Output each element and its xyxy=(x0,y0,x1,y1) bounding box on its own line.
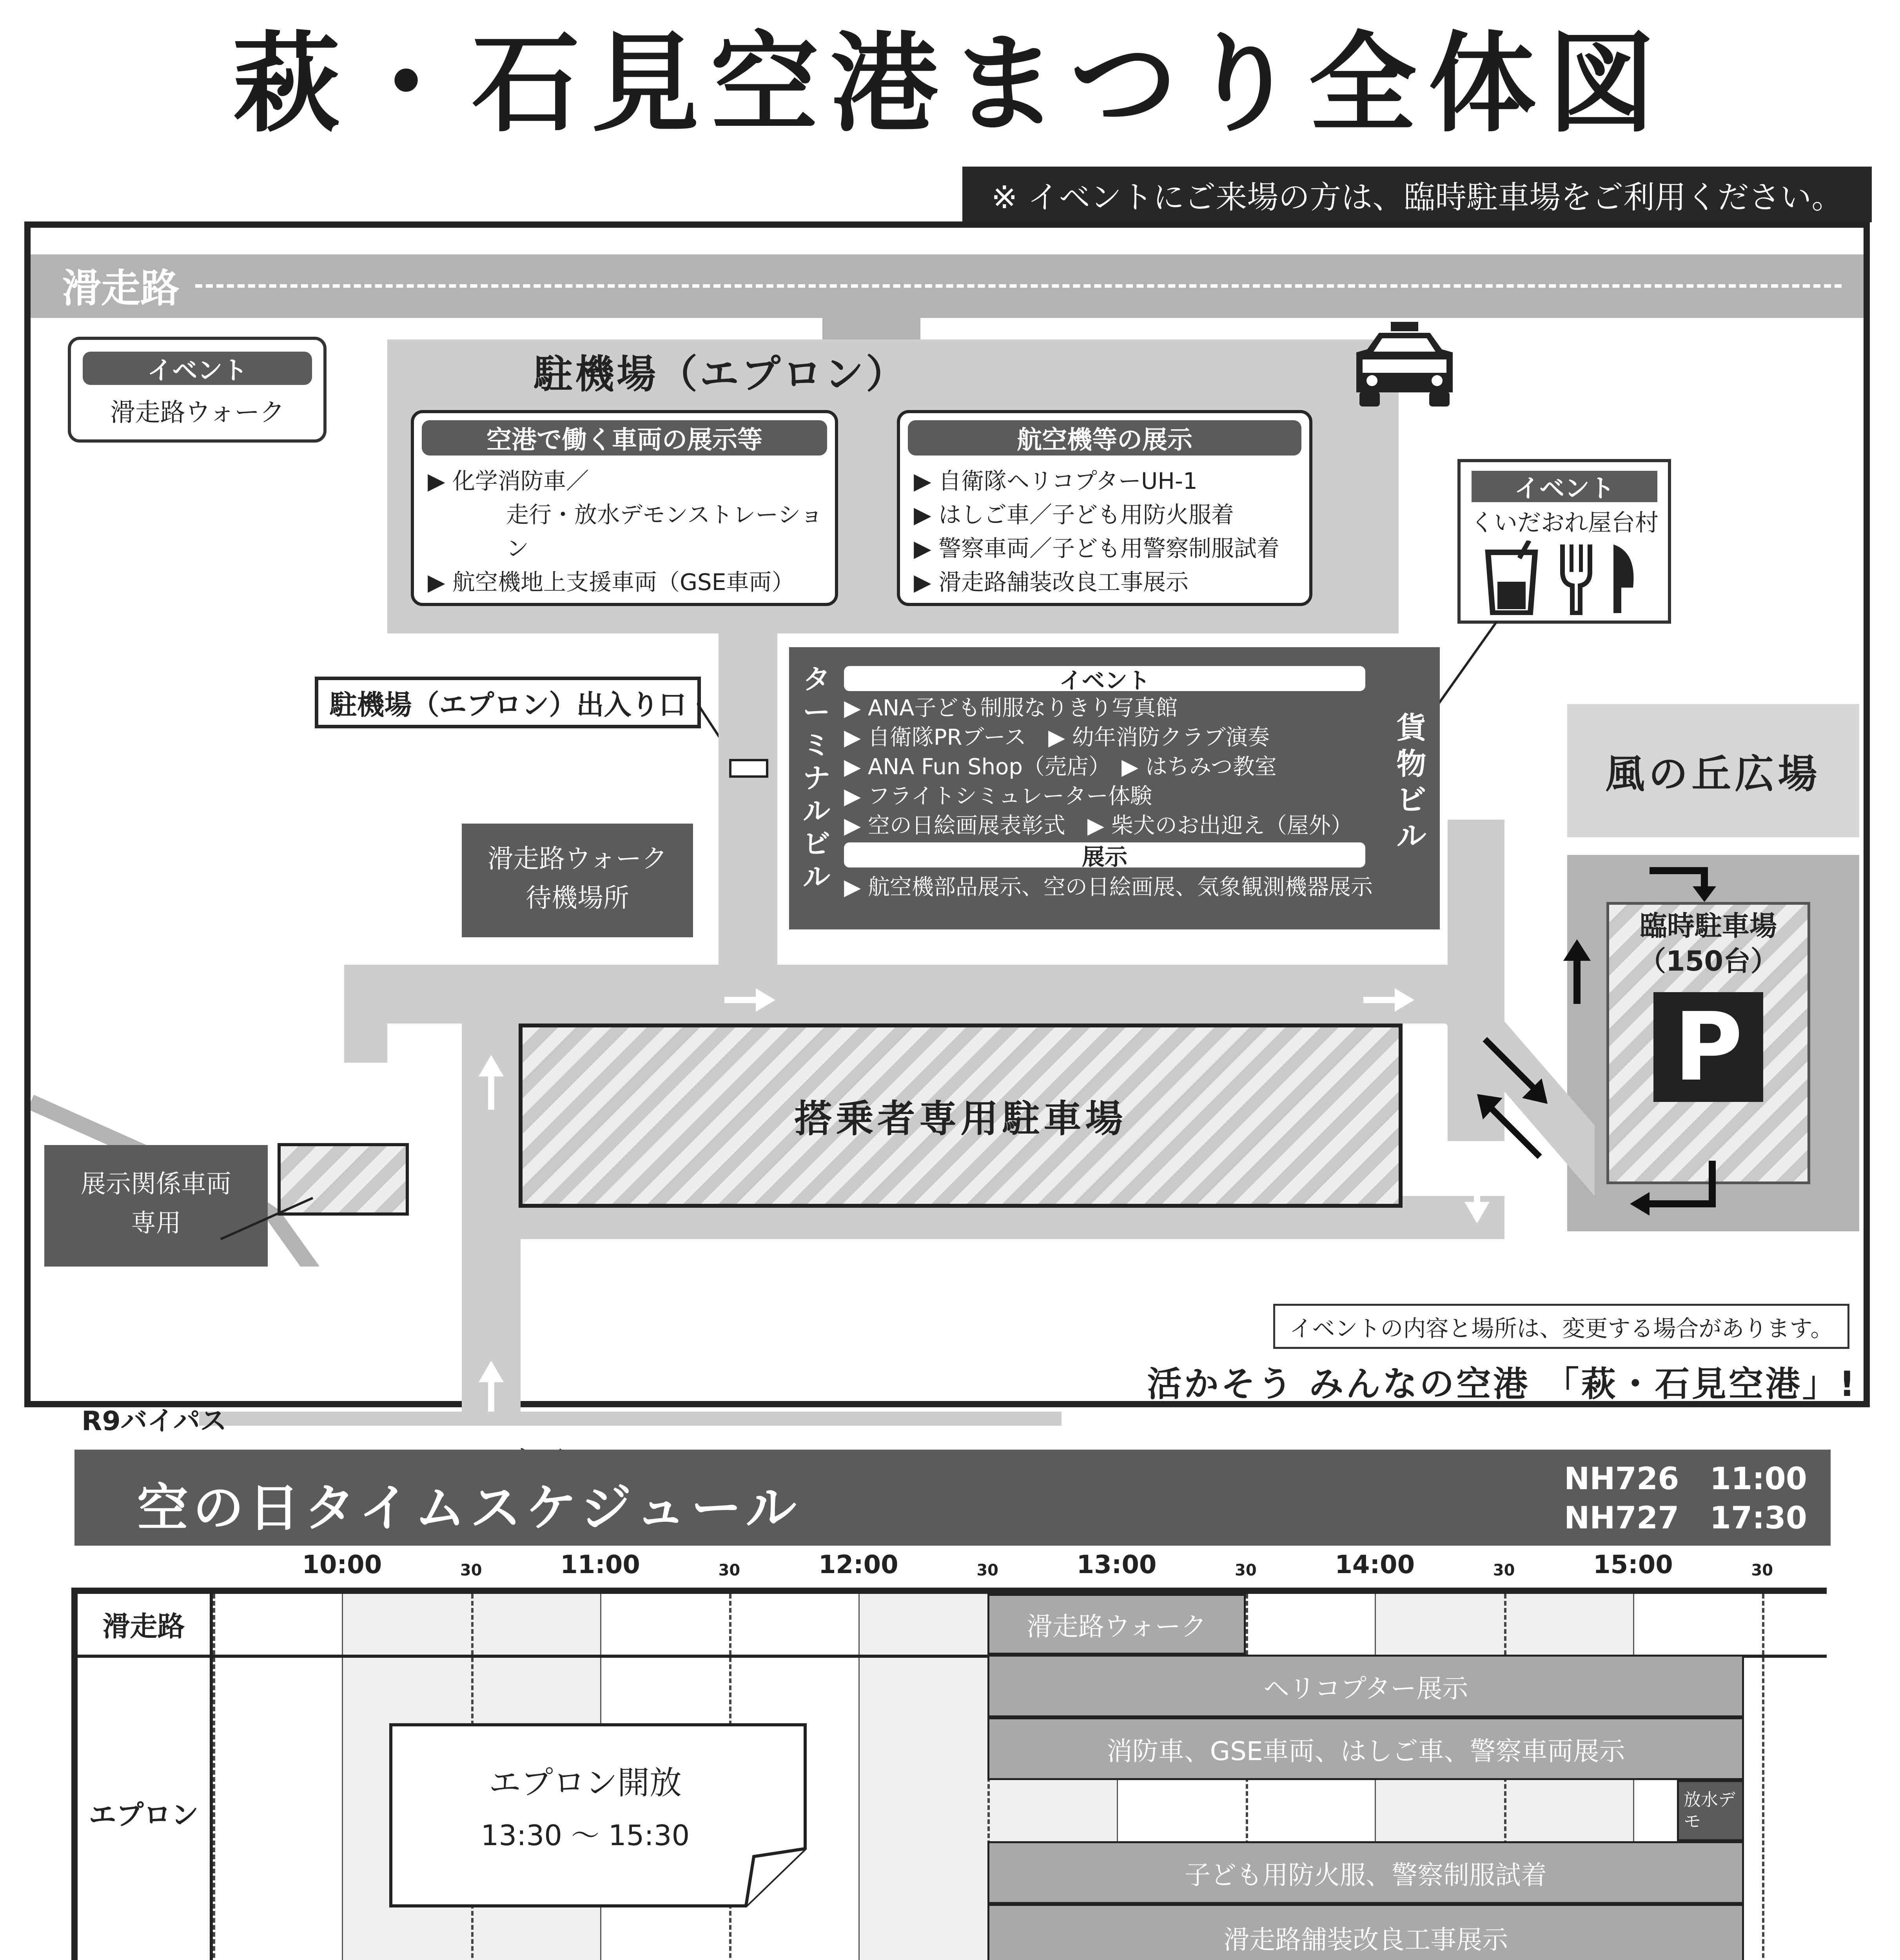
schedule-bar: 滑走路舗装改良工事展示 xyxy=(987,1904,1744,1960)
runway xyxy=(31,254,1864,318)
change-notice: イベントの内容と場所は、変更する場合があります。 xyxy=(1273,1304,1849,1349)
apron-open-title: エプロン開放 xyxy=(488,1764,682,1802)
time-axis xyxy=(0,1550,1900,1586)
list-item: ▶ 自衛隊ヘリコプターUH-1 xyxy=(914,468,1198,494)
list-item: 走行・放水デモンストレーション xyxy=(506,501,823,562)
apron-aircraft-box xyxy=(897,410,1312,606)
list-item: ▶ ANA Fun Shop（売店） ▶ はちみつ教室 xyxy=(844,754,1277,780)
flight-code: NH727 xyxy=(1564,1501,1679,1536)
runway-label: 滑走路 xyxy=(62,265,180,311)
exhibit-vehicles-line: 展示関係車両 xyxy=(81,1170,231,1199)
police-car-icon xyxy=(1352,322,1457,408)
flight-time: 17:30 xyxy=(1709,1501,1807,1536)
temp-parking-area xyxy=(1567,855,1859,1231)
arrow-up-icon xyxy=(475,1051,507,1114)
runway-centerline xyxy=(195,284,1842,288)
road-left-stub xyxy=(344,965,387,1063)
schedule-title: 空の日タイムスケジュール xyxy=(137,1478,801,1538)
parking-sign: P xyxy=(1653,992,1763,1102)
row-label-apron: エプロン xyxy=(89,1798,199,1831)
airport-map xyxy=(24,221,1870,1437)
runway-walk-waiting-area xyxy=(462,824,693,937)
list-item: ▶ 航空機地上支援車両（GSE車両） xyxy=(428,569,795,595)
tick-label: 10:00 xyxy=(302,1550,382,1579)
event-legend xyxy=(68,337,327,443)
list-item: ▶ 警察車両／子ども用警察制服試着 xyxy=(914,535,1280,562)
apron-vehicles-header: 空港で働く車両の展示等 xyxy=(422,420,827,456)
terminal-event-header: イベント xyxy=(844,666,1365,691)
page-title: 萩・石見空港まつり全体図 xyxy=(232,21,1668,147)
list-item: ▶ 空の日絵画展表彰式 ▶ 柴犬のお出迎え（屋外） xyxy=(844,813,1353,838)
apron-entrance-label: 駐機場（エプロン）出入り口 xyxy=(315,677,701,728)
schedule-table xyxy=(71,1588,1827,1960)
list-item: ▶ はしご車／子ども用防火服着 xyxy=(914,501,1234,528)
waiting-area-line: 滑走路ウォーク xyxy=(487,844,668,874)
tick-label: 15:00 xyxy=(1593,1550,1673,1579)
terminal-building xyxy=(789,647,1408,929)
temp-parking-name: 臨時駐車場 xyxy=(1640,909,1777,942)
terminal-name: ターミナルビル xyxy=(803,663,830,893)
row-label-runway: 滑走路 xyxy=(102,1610,185,1642)
apron-area xyxy=(387,339,1399,633)
kaze-no-oka-hiroba: 風の丘広場 xyxy=(1567,704,1859,837)
parking-notice: ※ イベントにご来場の方は、臨時駐車場をご利用ください。 xyxy=(962,167,1872,222)
schedule-bar: ヘリコプター展示 xyxy=(987,1655,1744,1717)
arrow-right-icon xyxy=(1359,984,1418,1016)
tick-label: 12:00 xyxy=(818,1550,898,1579)
arrow-down-icon xyxy=(1461,1169,1493,1227)
tick-label: 30 xyxy=(1751,1561,1773,1579)
event-legend-tag: イベント xyxy=(83,352,312,385)
food-drink-icon xyxy=(1484,541,1649,615)
list-item: ▶ 自衛隊PRブース ▶ 幼年消防クラブ演奏 xyxy=(844,725,1270,750)
apron-title: 駐機場（エプロン） xyxy=(534,351,907,397)
cargo-name: 貨物ビル xyxy=(1396,710,1426,853)
temp-parking-capacity: （150台） xyxy=(1638,945,1778,977)
schedule-bar: 消防車、GSE車両、はしご車、警察車両展示 xyxy=(987,1717,1744,1780)
apron-open-note xyxy=(389,1723,807,1907)
apron-vehicles-box xyxy=(411,410,838,606)
tick-label: 30 xyxy=(976,1561,998,1579)
tick-label: 11:00 xyxy=(560,1550,640,1579)
tick-label: 30 xyxy=(460,1561,482,1579)
flight-code: NH726 xyxy=(1564,1461,1679,1497)
schedule-bar: 放水デモ xyxy=(1677,1780,1744,1841)
tick-label: 14:00 xyxy=(1335,1550,1415,1579)
lot-pointer xyxy=(219,1196,317,1243)
arrow-up-icon xyxy=(1559,937,1595,1008)
tick-label: 30 xyxy=(1493,1561,1515,1579)
r9-bypass-label: R9バイパス xyxy=(82,1406,227,1437)
slogan: 活かそう みんなの空港 「萩・石見空港」! xyxy=(1147,1364,1857,1404)
arrow-left-icon xyxy=(1622,1157,1724,1220)
arrow-right-icon xyxy=(720,984,779,1016)
exhibit-vehicles-line: 専用 xyxy=(131,1209,181,1238)
passenger-parking: 搭乗者専用駐車場 xyxy=(519,1024,1403,1208)
list-item: ▶ 航空機部品展示、空の日絵画展、気象観測機器展示 xyxy=(844,875,1373,900)
schedule-bar: 滑走路ウォーク xyxy=(987,1594,1246,1655)
list-item: ▶ 滑走路舗装改良工事展示 xyxy=(914,569,1189,595)
food-event-tag: イベント xyxy=(1472,471,1657,502)
list-item: ▶ フライトシミュレーター体験 xyxy=(844,784,1152,809)
road-main xyxy=(344,965,1504,1024)
waiting-area-line: 待機場所 xyxy=(526,883,629,913)
row-labels xyxy=(78,1594,213,1960)
tick-label: 13:00 xyxy=(1076,1550,1157,1579)
terminal-exhibit-header: 展示 xyxy=(844,842,1365,867)
tick-label: 30 xyxy=(1235,1561,1257,1579)
tick-label: 30 xyxy=(718,1561,740,1579)
list-item: ▶ 化学消防車／ xyxy=(428,468,589,494)
apron-aircraft-header: 航空機等の展示 xyxy=(908,420,1301,456)
event-legend-item: 滑走路ウォーク xyxy=(110,398,285,427)
schedule-header xyxy=(74,1450,1831,1546)
flight-row xyxy=(1564,1499,1807,1538)
schedule-bar: 子ども用防火服、警察制服試着 xyxy=(987,1841,1744,1904)
road-r9 xyxy=(199,1412,1062,1426)
flight-row xyxy=(1564,1459,1807,1499)
food-event-text: くいだおれ屋台村 xyxy=(1470,509,1659,537)
arrow-right-icon xyxy=(1646,863,1732,906)
flight-time: 11:00 xyxy=(1709,1461,1807,1497)
list-item: ▶ ANA子ども制服なりきり写真館 xyxy=(844,695,1178,721)
food-event-box xyxy=(1457,459,1671,624)
cargo-building xyxy=(1383,647,1440,929)
apron-gate xyxy=(729,759,768,778)
flight-list xyxy=(1564,1459,1807,1538)
arrow-up-icon xyxy=(475,1357,507,1419)
apron-open-time: 13:30 〜 15:30 xyxy=(481,1819,690,1852)
